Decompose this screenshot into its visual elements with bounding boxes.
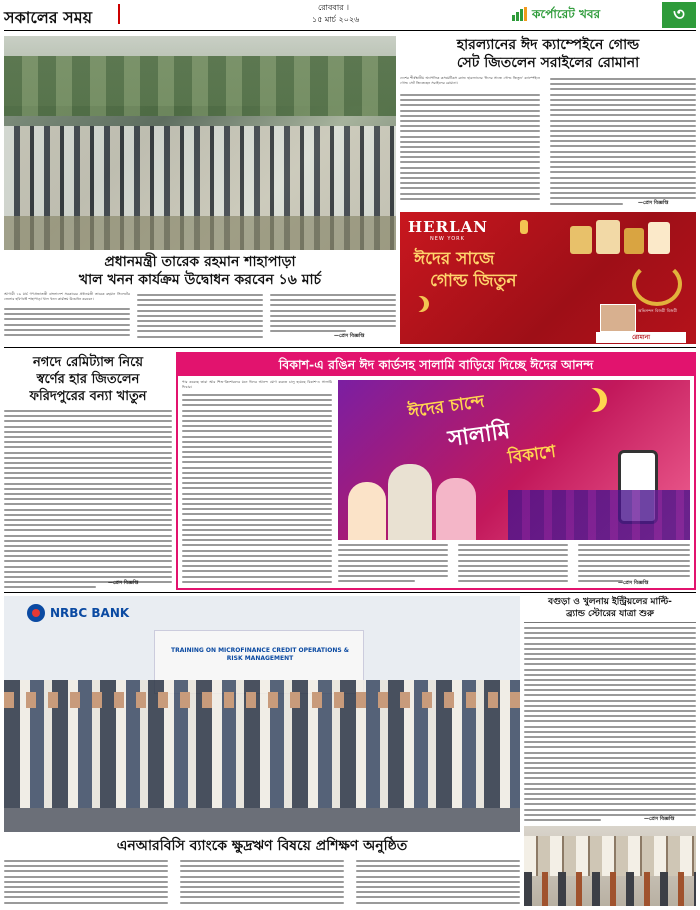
nrbc-headline: এনআরবিসি ব্যাংকে ক্ষুদ্রঋণ বিষয়ে প্রশিক্ষণ অনুষ্ঠিত bbox=[116, 838, 408, 854]
masthead-rule bbox=[4, 30, 696, 31]
section-name: কর্পোরেট খবর bbox=[532, 7, 601, 21]
khulna-headline-2: ব্র্যান্ড স্টোরের যাত্রা শুরু bbox=[566, 609, 654, 619]
khulna-col bbox=[524, 627, 696, 824]
herlan-ad bbox=[400, 212, 696, 344]
pm-byline: —প্রেস বিজ্ঞপ্তি bbox=[334, 333, 365, 339]
product-jar bbox=[570, 226, 592, 254]
remit-headline-1: নগদে রেমিট্যান্স নিয়ে bbox=[33, 355, 143, 370]
herlan-campaign: ঈদের সাজে bbox=[414, 249, 495, 269]
nrbc-col-2 bbox=[180, 860, 344, 907]
nrbc-logo-icon bbox=[26, 603, 46, 623]
bkash-body-lead: পার করেছে তারা আর শিশু-কিশোরদের মনে ঈদের আনন্দ যোগ করতে চালু হয়েছে বিকাশ-এ সালামি ফিচার। bbox=[182, 380, 332, 390]
herlan-brand: HERLAN bbox=[408, 218, 488, 236]
bkash-col-3 bbox=[458, 544, 568, 586]
bkash-box bbox=[176, 352, 696, 590]
product-jar bbox=[624, 228, 644, 254]
herlan-campaign-2: গোল্ড জিতুন bbox=[430, 271, 517, 291]
masthead-divider bbox=[118, 4, 120, 24]
product-jar bbox=[648, 222, 670, 254]
herlan-byline: —প্রেস বিজ্ঞপ্তি bbox=[638, 200, 669, 206]
pm-body-lead: আগামী ১৬ মার্চ গণপ্রজাতন্ত্রী বাংলাদেশ সরকারের প্রধানমন্ত্রী তারেক রহমান সিলেটের জেলার হবিগঞ্জে শাহাপাড়া খাল খনন কার্যক্রম উদ্বোধন করবেন। bbox=[4, 292, 130, 302]
herlan-caption: অভিনন্দন বিজয়ী বিজয়ী bbox=[638, 308, 678, 313]
herlan-headline-1: হারল্যানের ঈদ ক্যাম্পেইনে গোল্ড bbox=[456, 37, 640, 53]
remit-byline: —প্রেস বিজ্ঞপ্তি bbox=[108, 580, 139, 586]
paper-name: সকালের সময় bbox=[4, 8, 93, 27]
pm-headline-2: খাল খনন কার্যক্রম উদ্বোধন করবেন ১৬ মার্চ bbox=[78, 272, 322, 288]
store-photo bbox=[524, 826, 696, 906]
remit-headline-2: স্বর্ণের হার জিতলেন bbox=[36, 372, 140, 387]
floor bbox=[4, 808, 520, 832]
herlan-sub: NEW YORK bbox=[430, 236, 465, 242]
khulna-headline-rule bbox=[524, 622, 696, 623]
nrbc-col-1 bbox=[4, 860, 168, 907]
remit-col bbox=[4, 410, 172, 592]
bkash-art-line-2: সালামি bbox=[446, 418, 512, 453]
khulna-byline: —প্রেস বিজ্ঞপ্তি bbox=[644, 816, 675, 822]
store-shelves bbox=[524, 836, 696, 876]
bkash-col-1 bbox=[182, 394, 332, 586]
bkash-artwork bbox=[338, 380, 690, 540]
figure bbox=[436, 478, 476, 540]
training-banner-text: TRAINING ON MICROFINANCE CREDIT OPERATIONS & RISK MANAGEMENT bbox=[170, 647, 350, 662]
nrbc-photo bbox=[4, 596, 520, 832]
page-number: ৩ bbox=[662, 2, 696, 28]
store-people bbox=[524, 872, 696, 906]
pm-col-1 bbox=[4, 308, 130, 339]
nrbc-logo-text: NRBC BANK bbox=[50, 606, 130, 620]
figure bbox=[388, 464, 432, 540]
city-skyline bbox=[508, 490, 690, 540]
nrbc-col-3 bbox=[356, 860, 520, 907]
bkash-col-2 bbox=[338, 544, 448, 586]
section-logo bbox=[512, 6, 530, 20]
pm-headline-1: প্রধানমন্ত্রী তারেক রহমান শাহাপাড়া bbox=[104, 254, 296, 270]
bkash-art-line-3: বিকাশে bbox=[506, 441, 558, 469]
pm-col-3 bbox=[270, 294, 396, 336]
khulna-headline-1: বগুড়া ও খুলনায় ইন্ট্রিয়লের মাল্টি- bbox=[548, 597, 672, 607]
moon-icon bbox=[576, 388, 600, 412]
family-figures bbox=[348, 464, 498, 540]
product-jars bbox=[570, 216, 690, 256]
winner-tag: রোমানা bbox=[596, 332, 686, 343]
gold-necklace-icon bbox=[632, 262, 682, 306]
figure bbox=[348, 482, 386, 540]
herlan-body-lead: দেশের শীর্ষস্থানীয় অ্যাপলিক কসমেটিকস ব্র্যান্ড হারল্যানের 'ঈদের সাজে গোল্ড জিতুন' ক্যাম্পেইনে গোল্ড সেট জিতেছেন সরাইলের রোমানা। bbox=[400, 76, 540, 86]
leaf-logo-icon bbox=[512, 7, 530, 21]
pm-photo bbox=[4, 36, 396, 250]
photo-ground bbox=[4, 216, 396, 250]
nrbc-logo bbox=[26, 602, 136, 624]
bkash-byline: —প্রেস বিজ্ঞপ্তি bbox=[618, 580, 649, 586]
moon-icon bbox=[408, 296, 424, 312]
issue-date: ১৫ মার্চ ২০২৬ bbox=[312, 15, 360, 24]
photo-trees bbox=[4, 56, 396, 116]
winner-photo bbox=[600, 304, 636, 332]
lantern-icon bbox=[520, 220, 528, 234]
herlan-col-1 bbox=[400, 94, 540, 203]
issue-day: রোববার । bbox=[318, 3, 349, 12]
remit-body bbox=[4, 410, 172, 588]
bkash-art-line-1: ঈদের চান্দে bbox=[406, 391, 486, 423]
herlan-body bbox=[400, 76, 696, 208]
group-heads bbox=[4, 692, 520, 708]
pm-col-2 bbox=[137, 294, 263, 341]
mid-rule bbox=[4, 347, 696, 348]
remit-headline-3: ফরিদপুরের বন্যা খাতুন bbox=[29, 389, 147, 404]
herlan-col-2 bbox=[550, 78, 696, 208]
herlan-headline-2: সেট জিতলেন সরাইলের রোমানা bbox=[456, 55, 640, 71]
masthead bbox=[0, 0, 700, 30]
bkash-headline: বিকাশ-এ রঙিন ঈদ কার্ডসহ সালামি বাড়িয়ে দিচ্ছে ঈদের আনন্দ bbox=[178, 354, 694, 376]
lower-rule bbox=[4, 592, 696, 593]
product-jar bbox=[596, 220, 620, 254]
pm-body bbox=[4, 292, 396, 342]
